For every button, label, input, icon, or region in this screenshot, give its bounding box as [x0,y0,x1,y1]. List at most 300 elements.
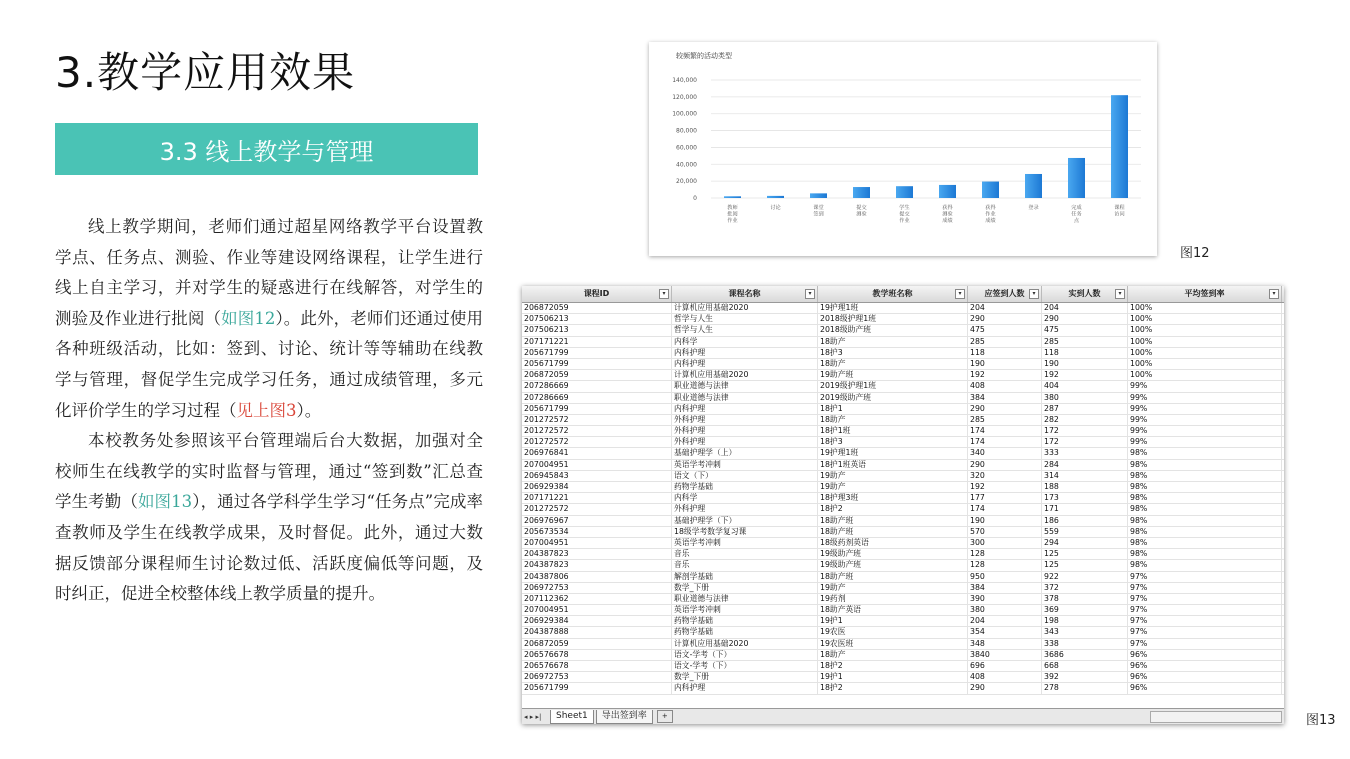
table-cell[interactable]: 18助产班 [818,572,968,582]
horizontal-scrollbar[interactable] [1150,711,1282,723]
table-cell[interactable]: 125 [1042,560,1128,570]
table-cell[interactable]: 18护2 [818,661,968,671]
table-cell[interactable]: 378 [1042,594,1128,604]
table-cell[interactable]: 外科护理 [672,426,818,436]
table-cell[interactable]: 外科护理 [672,504,818,514]
table-cell[interactable]: 19护理1班 [818,448,968,458]
y-tick-label: 100,000 [672,110,697,118]
table-cell[interactable]: 98% [1128,482,1282,492]
table-cell[interactable]: 18级药剂英语 [818,538,968,548]
table-cell[interactable]: 98% [1128,549,1282,559]
table-cell[interactable]: 207171221 [522,493,672,503]
chart-title: 较频繁的活动类型 [676,52,732,60]
table-cell[interactable]: 100% [1128,337,1282,347]
table-cell[interactable]: 98% [1128,504,1282,514]
table-cell[interactable]: 内科护理 [672,404,818,414]
table-cell[interactable]: 290 [968,460,1042,470]
paragraph-1-text-c: ）。 [296,400,322,420]
table-cell[interactable]: 369 [1042,605,1128,615]
table-cell[interactable]: 475 [1042,325,1128,335]
table-cell[interactable]: 206872059 [522,639,672,649]
table-row [522,504,1284,515]
table-cell[interactable]: 计算机应用基础2020 [672,303,818,313]
figure-13-label: 图13 [1306,713,1336,728]
table-cell[interactable]: 192 [1042,370,1128,380]
table-cell[interactable]: 338 [1042,639,1128,649]
table-cell[interactable]: 205671799 [522,359,672,369]
table-cell[interactable]: 188 [1042,482,1128,492]
table-cell[interactable]: 559 [1042,527,1128,537]
table-cell[interactable]: 207004951 [522,538,672,548]
table-cell[interactable]: 音乐 [672,549,818,559]
table-cell[interactable]: 18助产英语 [818,605,968,615]
table-cell[interactable]: 206872059 [522,303,672,313]
table-cell[interactable]: 205671799 [522,404,672,414]
table-cell[interactable]: 285 [968,337,1042,347]
table-cell[interactable]: 950 [968,572,1042,582]
table-row [522,448,1284,459]
table-cell[interactable]: 570 [968,527,1042,537]
table-cell[interactable]: 177 [968,493,1042,503]
table-cell[interactable]: 内科护理 [672,359,818,369]
table-cell[interactable]: 计算机应用基础2020 [672,639,818,649]
table-cell[interactable]: 204387888 [522,627,672,637]
y-tick-label: 20,000 [676,178,697,186]
column-header [522,286,672,302]
table-cell[interactable]: 96% [1128,672,1282,682]
table-row [522,325,1284,336]
table-row [522,393,1284,404]
table-cell[interactable]: 100% [1128,370,1282,380]
table-cell[interactable]: 192 [968,370,1042,380]
table-cell[interactable]: 内科学 [672,493,818,503]
table-cell[interactable]: 206872059 [522,370,672,380]
table-cell[interactable]: 96% [1128,683,1282,693]
table-cell[interactable]: 204 [968,616,1042,626]
table-cell[interactable]: 19级助产班 [818,549,968,559]
column-header-label: 实到人数 [1068,289,1101,298]
sheet-tab-sheet1[interactable]: Sheet1 [550,710,594,724]
table-cell[interactable]: 英语学考冲刺 [672,605,818,615]
table-cell[interactable]: 128 [968,549,1042,559]
table-cell[interactable]: 922 [1042,572,1128,582]
table-cell[interactable]: 基础护理学（上） [672,448,818,458]
table-cell[interactable]: 100% [1128,348,1282,358]
table-cell[interactable]: 207112362 [522,594,672,604]
sheet-tab-bar [522,708,1284,724]
table-cell[interactable]: 2019级护理1班 [818,381,968,391]
bar [939,185,956,198]
bar [853,187,870,198]
table-cell[interactable]: 206929384 [522,482,672,492]
filter-dropdown-icon[interactable]: ▾ [805,289,815,299]
column-header [1128,286,1282,302]
table-cell[interactable]: 18助产 [818,415,968,425]
bar [1025,174,1042,198]
table-cell[interactable]: 174 [968,504,1042,514]
table-cell[interactable]: 药物学基础 [672,616,818,626]
table-cell[interactable]: 96% [1128,661,1282,671]
table-cell[interactable]: 190 [968,359,1042,369]
table-cell[interactable]: 186 [1042,516,1128,526]
sheet-tab-export[interactable]: 导出签到率 [596,710,653,724]
table-cell[interactable]: 19农医 [818,627,968,637]
table-cell[interactable]: 384 [968,583,1042,593]
table-row [522,437,1284,448]
filter-dropdown-icon[interactable]: ▾ [659,289,669,299]
table-cell[interactable]: 206976841 [522,448,672,458]
table-cell[interactable]: 哲学与人生 [672,325,818,335]
table-cell[interactable]: 97% [1128,572,1282,582]
table-cell[interactable]: 计算机应用基础2020 [672,370,818,380]
table-cell[interactable]: 282 [1042,415,1128,425]
table-cell[interactable]: 职业道德与法律 [672,381,818,391]
table-cell[interactable]: 18助产班 [818,516,968,526]
table-cell[interactable]: 192 [968,482,1042,492]
table-cell[interactable]: 99% [1128,393,1282,403]
table-cell[interactable]: 96% [1128,650,1282,660]
table-cell[interactable]: 19护1 [818,672,968,682]
table-cell[interactable]: 204 [968,303,1042,313]
table-cell[interactable]: 172 [1042,426,1128,436]
table-cell[interactable]: 内科护理 [672,348,818,358]
table-cell[interactable]: 药物学基础 [672,627,818,637]
table-row [522,359,1284,370]
table-cell[interactable]: 171 [1042,504,1128,514]
table-cell[interactable]: 18护理3班 [818,493,968,503]
table-cell[interactable]: 19助产 [818,583,968,593]
table-cell[interactable]: 206929384 [522,616,672,626]
x-tick-label: 学生提交作业 [899,205,910,224]
table-cell[interactable]: 英语学考冲刺 [672,538,818,548]
table-row [522,415,1284,426]
table-cell[interactable]: 97% [1128,583,1282,593]
sheet-nav-arrows-icon[interactable]: ◂ ▸ ▸| [524,712,542,721]
table-cell[interactable]: 100% [1128,303,1282,313]
y-tick-label: 0 [693,195,697,202]
table-cell[interactable]: 174 [968,437,1042,447]
table-cell[interactable]: 204387823 [522,549,672,559]
table-cell[interactable]: 205671799 [522,348,672,358]
table-cell[interactable]: 206972753 [522,583,672,593]
table-cell[interactable]: 18护3 [818,348,968,358]
table-cell[interactable]: 290 [968,314,1042,324]
table-cell[interactable]: 18护1班 [818,426,968,436]
attendance-spreadsheet [522,286,1284,724]
table-cell[interactable]: 207286669 [522,381,672,391]
bar [810,193,827,198]
column-header-label: 教学班名称 [872,289,913,298]
table-cell[interactable]: 98% [1128,560,1282,570]
table-row [522,493,1284,504]
table-cell[interactable]: 204387806 [522,572,672,582]
table-cell[interactable]: 278 [1042,683,1128,693]
table-cell[interactable]: 外科护理 [672,437,818,447]
table-cell[interactable]: 2018级助产班 [818,325,968,335]
column-header-label: 课程ID [583,289,610,298]
table-cell[interactable]: 392 [1042,672,1128,682]
table-row [522,482,1284,493]
table-cell[interactable]: 206972753 [522,672,672,682]
table-cell[interactable]: 99% [1128,415,1282,425]
table-cell[interactable]: 97% [1128,594,1282,604]
table-row [522,594,1284,605]
table-cell[interactable]: 19助产 [818,471,968,481]
table-cell[interactable]: 207004951 [522,460,672,470]
table-cell[interactable]: 3840 [968,650,1042,660]
table-cell[interactable]: 语文-学考（下） [672,650,818,660]
table-cell[interactable]: 206576678 [522,650,672,660]
body-text [55,212,483,610]
table-row [522,527,1284,538]
table-cell[interactable]: 190 [1042,359,1128,369]
table-cell[interactable]: 98% [1128,493,1282,503]
table-cell[interactable]: 99% [1128,381,1282,391]
table-row [522,426,1284,437]
filter-dropdown-icon[interactable]: ▾ [1269,289,1279,299]
table-cell[interactable]: 198 [1042,616,1128,626]
table-cell[interactable]: 348 [968,639,1042,649]
table-cell[interactable]: 206976967 [522,516,672,526]
table-row [522,549,1284,560]
filter-dropdown-icon[interactable]: ▾ [1029,289,1039,299]
table-cell[interactable]: 98% [1128,460,1282,470]
table-cell[interactable]: 数学_下册 [672,672,818,682]
table-body [522,303,1284,707]
table-cell[interactable]: 201272572 [522,415,672,425]
y-tick-label: 60,000 [676,144,697,152]
table-cell[interactable]: 290 [968,404,1042,414]
table-cell[interactable]: 18护3 [818,437,968,447]
table-cell[interactable]: 药物学基础 [672,482,818,492]
table-row [522,639,1284,650]
table-row [522,381,1284,392]
table-cell[interactable]: 201272572 [522,504,672,514]
table-cell[interactable]: 284 [1042,460,1128,470]
table-cell[interactable]: 职业道德与法律 [672,594,818,604]
table-cell[interactable]: 2018级护理1班 [818,314,968,324]
table-row [522,538,1284,549]
table-cell[interactable]: 205673534 [522,527,672,537]
table-row [522,314,1284,325]
x-tick-label: 教师批阅作业 [727,205,738,224]
table-row [522,303,1284,314]
table-cell[interactable]: 201272572 [522,426,672,436]
table-cell[interactable]: 98% [1128,516,1282,526]
table-cell[interactable]: 285 [968,415,1042,425]
bar [1068,158,1085,198]
x-tick-label: 获得测验成绩 [942,205,953,224]
table-cell[interactable]: 206576678 [522,661,672,671]
table-cell[interactable]: 外科护理 [672,415,818,425]
table-cell[interactable]: 97% [1128,639,1282,649]
x-tick-label: 获得作业成绩 [985,205,996,224]
table-row [522,471,1284,482]
add-sheet-icon[interactable]: + [657,710,673,723]
table-row [522,583,1284,594]
table-cell[interactable]: 174 [968,426,1042,436]
table-cell[interactable]: 99% [1128,437,1282,447]
table-cell[interactable]: 206945843 [522,471,672,481]
table-cell[interactable]: 数学_下册 [672,583,818,593]
table-row [522,627,1284,638]
table-cell[interactable]: 18助产 [818,337,968,347]
filter-dropdown-icon[interactable]: ▾ [1115,289,1125,299]
table-row [522,560,1284,571]
table-cell[interactable]: 287 [1042,404,1128,414]
table-cell[interactable]: 290 [1042,314,1128,324]
table-cell[interactable]: 99% [1128,404,1282,414]
bar [982,182,999,198]
table-cell[interactable]: 320 [968,471,1042,481]
table-cell[interactable]: 300 [968,538,1042,548]
table-cell[interactable]: 408 [968,672,1042,682]
table-cell[interactable]: 118 [968,348,1042,358]
table-cell[interactable]: 205671799 [522,683,672,693]
table-cell[interactable]: 696 [968,661,1042,671]
table-row [522,672,1284,683]
table-cell[interactable]: 190 [968,516,1042,526]
table-cell[interactable]: 125 [1042,549,1128,559]
filter-dropdown-icon[interactable]: ▾ [955,289,965,299]
table-cell[interactable]: 380 [968,605,1042,615]
table-row [522,605,1284,616]
paragraph-1-text-b: ）。此外，老师们还通过使用各种班级活动，比如：签到、讨论、统计等等辅助在线教学与管理，督促学生完成学习任务，通过成绩管理，多元化评价学生的学习过程（ [55,308,484,420]
table-cell[interactable]: 285 [1042,337,1128,347]
table-cell[interactable]: 380 [1042,393,1128,403]
table-cell[interactable]: 18护2 [818,504,968,514]
y-tick-label: 140,000 [672,77,697,84]
table-cell[interactable]: 354 [968,627,1042,637]
table-cell[interactable]: 18助产 [818,650,968,660]
table-cell[interactable]: 475 [968,325,1042,335]
table-row [522,661,1284,672]
table-cell[interactable]: 内科学 [672,337,818,347]
paragraph-2 [55,426,483,610]
table-cell[interactable]: 98% [1128,527,1282,537]
table-cell[interactable]: 207004951 [522,605,672,615]
figure-12-label: 图12 [1180,246,1210,261]
table-cell[interactable]: 19护1 [818,616,968,626]
table-cell[interactable]: 基础护理学（下） [672,516,818,526]
table-cell[interactable]: 解剖学基础 [672,572,818,582]
bar [1111,95,1128,198]
table-cell[interactable]: 18助产班 [818,527,968,537]
table-cell[interactable]: 98% [1128,538,1282,548]
x-tick-label: 课堂签到 [813,205,824,218]
bar [767,196,784,198]
bar [896,186,913,198]
table-cell[interactable]: 19护理1班 [818,303,968,313]
table-cell[interactable]: 372 [1042,583,1128,593]
table-cell[interactable]: 333 [1042,448,1128,458]
table-cell[interactable]: 2019级助产班 [818,393,968,403]
table-cell[interactable]: 340 [968,448,1042,458]
table-cell[interactable]: 18护1班英语 [818,460,968,470]
table-cell[interactable]: 404 [1042,381,1128,391]
table-cell[interactable]: 97% [1128,616,1282,626]
table-cell[interactable]: 哲学与人生 [672,314,818,324]
table-cell[interactable]: 97% [1128,605,1282,615]
table-cell[interactable]: 100% [1128,314,1282,324]
table-cell[interactable]: 204 [1042,303,1128,313]
table-cell[interactable]: 100% [1128,325,1282,335]
table-cell[interactable]: 343 [1042,627,1128,637]
table-cell[interactable]: 390 [968,594,1042,604]
table-cell[interactable]: 职业道德与法律 [672,393,818,403]
table-cell[interactable]: 99% [1128,426,1282,436]
table-cell[interactable]: 290 [968,683,1042,693]
table-cell[interactable]: 音乐 [672,560,818,570]
table-cell[interactable]: 314 [1042,471,1128,481]
table-cell[interactable]: 118 [1042,348,1128,358]
table-cell[interactable]: 19助产 [818,482,968,492]
table-row [522,460,1284,471]
column-header [818,286,968,302]
table-cell[interactable]: 内科护理 [672,683,818,693]
table-cell[interactable]: 18助产 [818,359,968,369]
table-cell[interactable]: 204387823 [522,560,672,570]
x-tick-label: 登录 [1028,205,1039,211]
bar-chart-figure [649,42,1157,256]
table-header [522,286,1284,303]
table-cell[interactable]: 18护1 [818,404,968,414]
column-header-label: 平均签到率 [1184,289,1225,298]
table-row [522,348,1284,359]
table-cell[interactable]: 207506213 [522,314,672,324]
x-tick-label: 提交测验 [856,205,867,218]
paragraph-1 [55,212,483,426]
table-cell[interactable]: 18护2 [818,683,968,693]
table-cell[interactable]: 97% [1128,627,1282,637]
slide-title: 3.教学应用效果 [55,48,356,97]
table-cell[interactable]: 668 [1042,661,1128,671]
table-row [522,616,1284,627]
figure-13-reference: 如图13 [137,492,193,512]
table-cell[interactable]: 172 [1042,437,1128,447]
table-cell[interactable]: 201272572 [522,437,672,447]
column-header-label: 课程名称 [728,289,761,298]
table-cell[interactable]: 294 [1042,538,1128,548]
table-cell[interactable]: 18级学考数学复习课 [672,527,818,537]
table-cell[interactable]: 98% [1128,448,1282,458]
table-row [522,650,1284,661]
table-row [522,370,1284,381]
table-cell[interactable]: 19农医班 [818,639,968,649]
y-tick-label: 120,000 [672,93,697,101]
table-cell[interactable]: 100% [1128,359,1282,369]
table-cell[interactable]: 408 [968,381,1042,391]
section-banner-label: 3.3 线上教学与管理 [159,137,374,166]
table-cell[interactable]: 207286669 [522,393,672,403]
table-cell[interactable]: 128 [968,560,1042,570]
table-cell[interactable]: 英语学考冲刺 [672,460,818,470]
table-cell[interactable]: 19药剂 [818,594,968,604]
paragraph-2-text-b: ），通过各学科学生学习“任务点”完成率查教师及学生在线教学成果，及时督促。此外，通过大数据反馈部分课程师生讨论数过低、活跃度偏低等问题，及时纠正，促进全校整体线上教学质量的提升。 [55,492,484,604]
table-cell[interactable]: 173 [1042,493,1128,503]
table-cell[interactable]: 207506213 [522,325,672,335]
table-cell[interactable]: 3686 [1042,650,1128,660]
table-cell[interactable]: 19助产班 [818,370,968,380]
table-row [522,404,1284,415]
table-cell[interactable]: 19级助产班 [818,560,968,570]
table-cell[interactable]: 384 [968,393,1042,403]
table-cell[interactable]: 98% [1128,471,1282,481]
table-cell[interactable]: 语文-学考（下） [672,661,818,671]
paragraph-2-text-a: 本校教务处参照该平台管理端后台大数据，加强对全校师生在线教学的实时监督与管理，通过“签到数”汇总查学生考勤（ [55,431,483,512]
table-cell[interactable]: 语文（下） [672,471,818,481]
table-cell[interactable]: 207171221 [522,337,672,347]
